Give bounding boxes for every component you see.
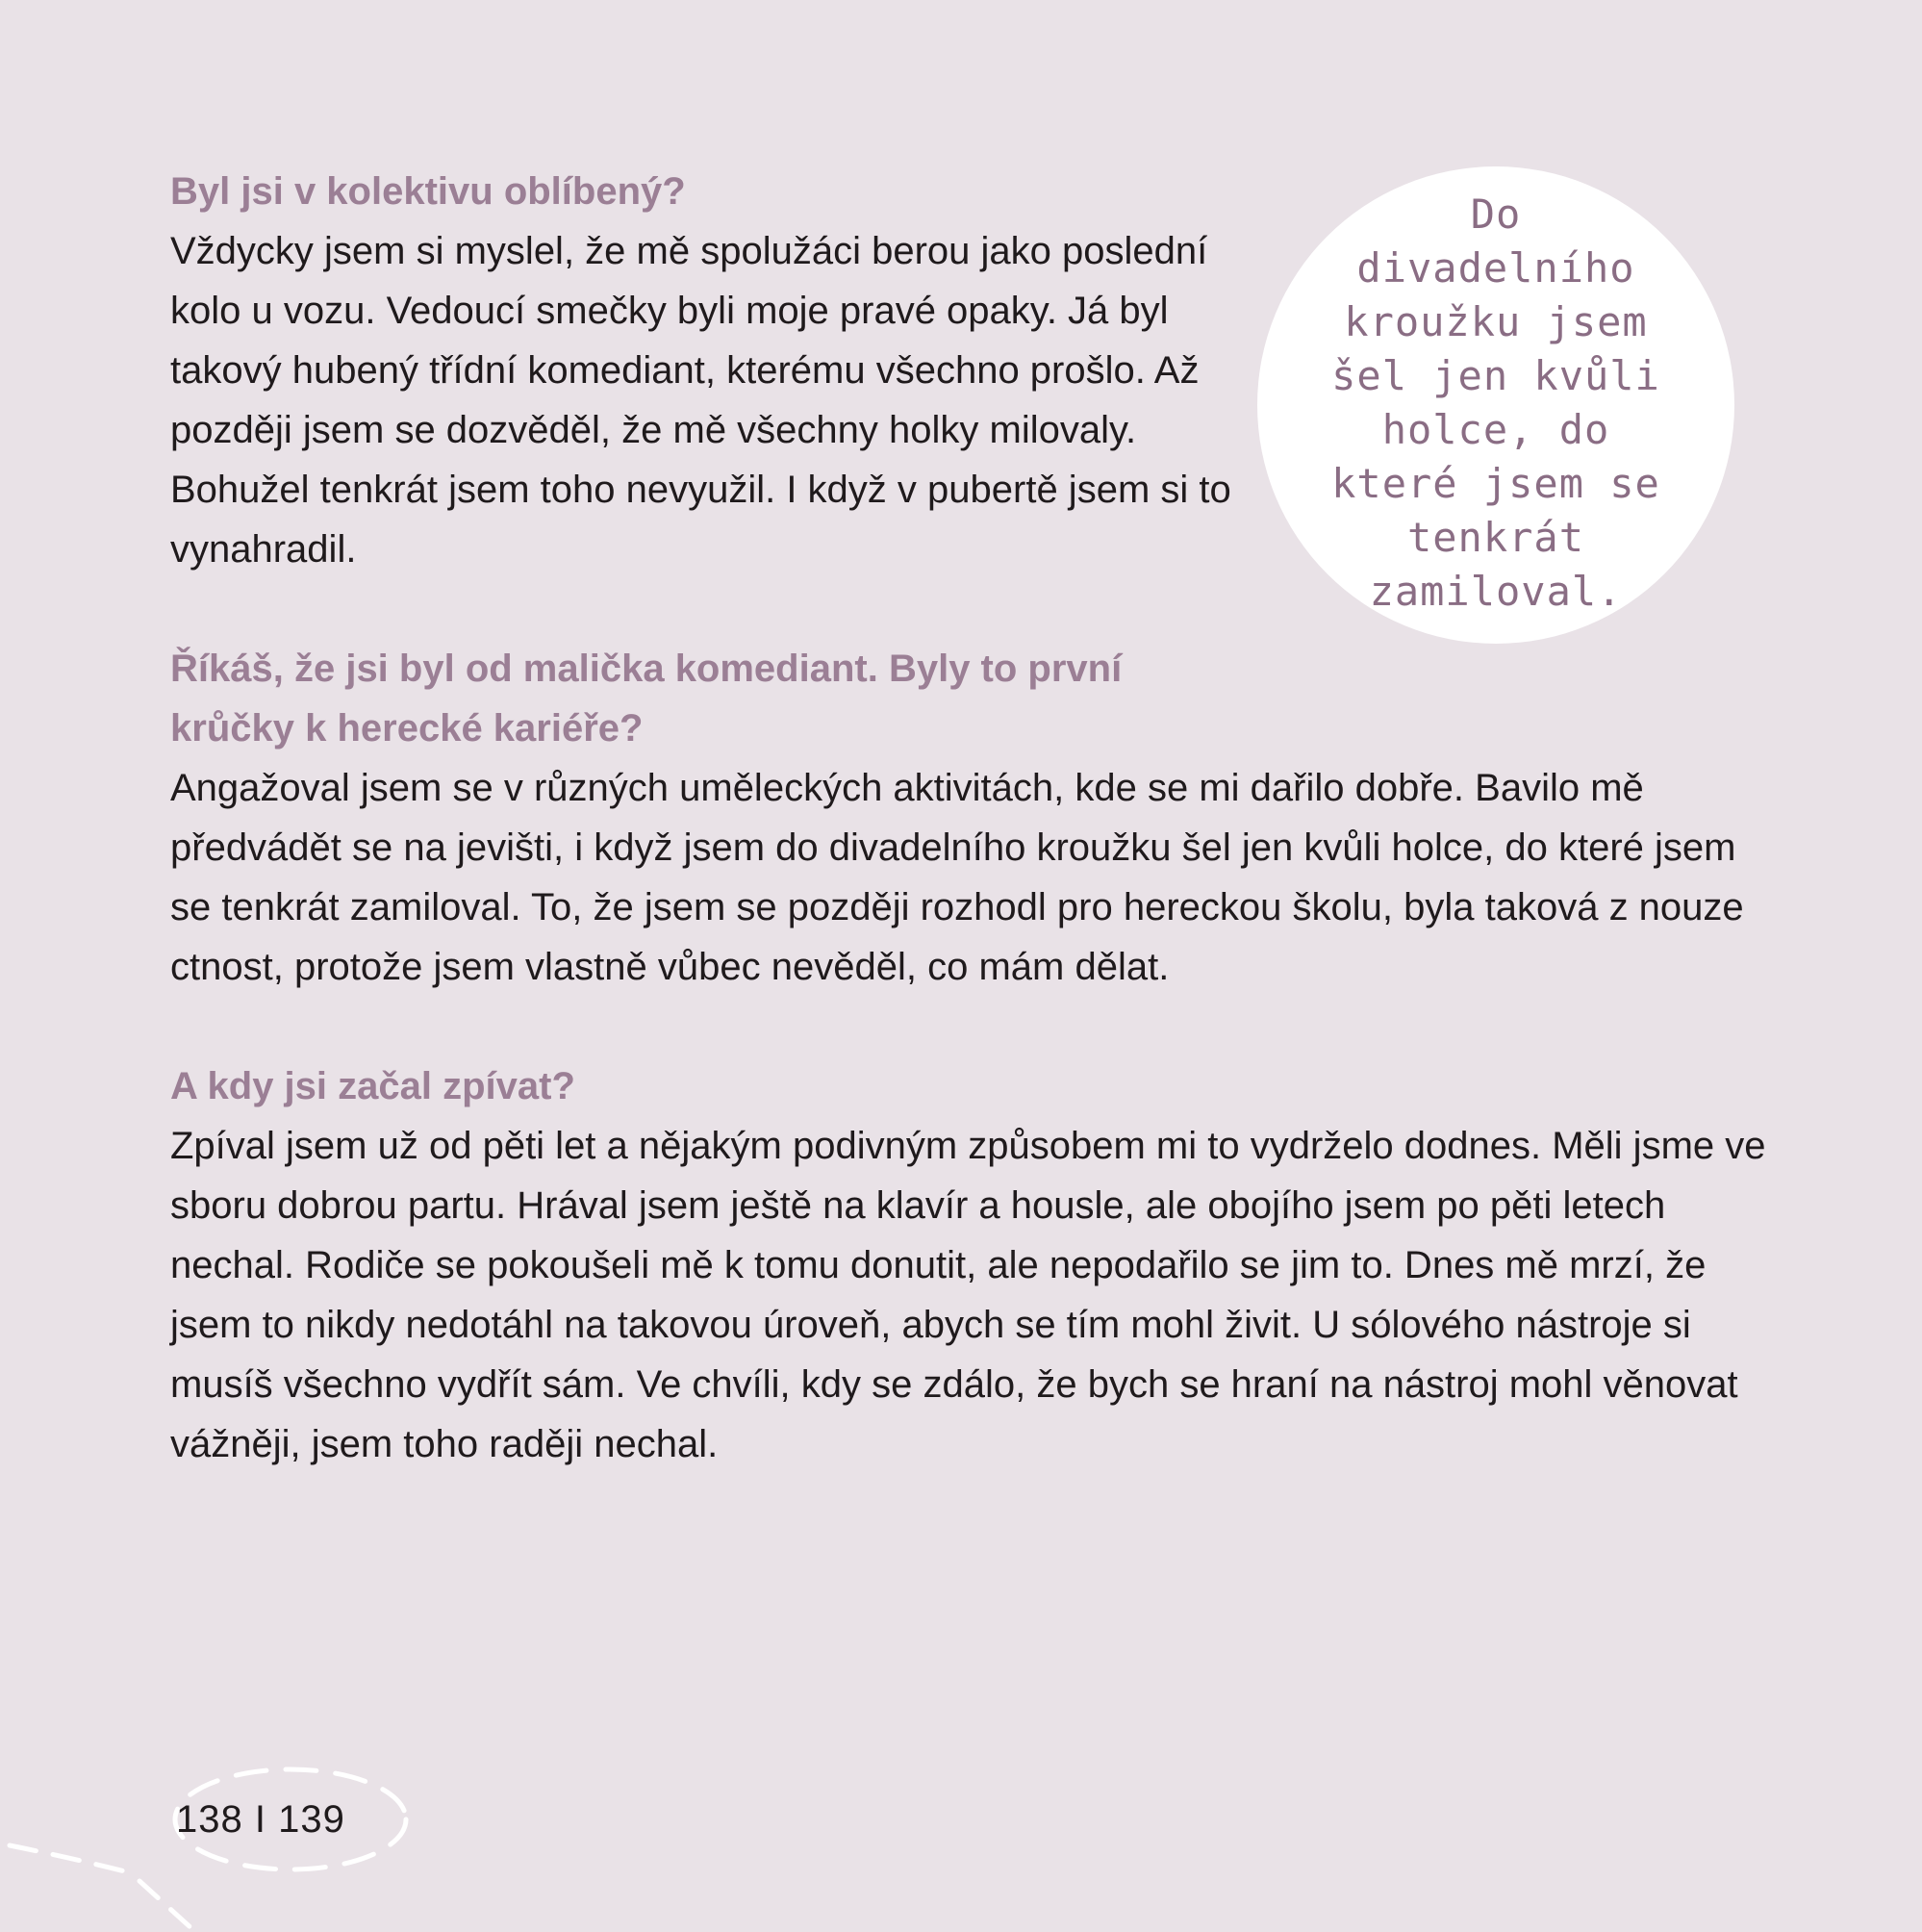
pull-quote-text: Do divadelního kroužku jsem šel jen kvůli holce, do které jsem se tenkrát zamiloval. xyxy=(1331,191,1660,615)
question-heading: A kdy jsi začal zpívat? xyxy=(170,1065,575,1107)
answer-paragraph: Zpíval jsem už od pěti let a nějakým podivným způsobem mi to vydrželo dodnes. Měli jsme ve sboru dobrou partu. Hrával jsem ještě na klavír a housle, ale obojího jsem po pěti letech nechal. Rodiče se pokoušeli mě k tomu donutit, ale nepodařilo se jim to. Dnes mě mrzí, že jsem to nikdy nedotáhl na takovou úroveň, abych se tím mohl živit. U sólového nástroje si musíš všechno vydřít sám. Ve chvíli, kdy se zdálo, že bych se hraní na nástroj mohl věnovat vážněji, jsem toho raději nechal. xyxy=(170,1125,1766,1465)
answer-paragraph: Vždycky jsem si myslel, že mě spolužáci berou jako poslední kolo u vozu. Vedoucí smečky byli moje pravé opaky. Já byl takový hubený třídní komediant, kterému všechno prošlo. Až později jsem se dozvěděl, že mě všechny holky milovaly. Bohužel tenkrát jsem toho nevyužil. I když v pubertě jsem si to vynahradil. xyxy=(170,230,1231,571)
page-number: 138 I 139 xyxy=(176,1798,345,1841)
qa-section-3 xyxy=(170,1056,1767,1474)
pull-quote-bubble xyxy=(1257,166,1734,644)
question-heading: Říkáš, že jsi byl od malička komediant. Byly to první krůčky k herecké kariéře? xyxy=(170,648,1123,750)
question-heading: Byl jsi v kolektivu oblíbený? xyxy=(170,170,686,213)
qa-section-2 xyxy=(170,639,1767,997)
answer-paragraph: Angažoval jsem se v různých uměleckých aktivitách, kde se mi dařilo dobře. Bavilo mě předvádět se na jevišti, i když jsem do divadelního kroužku šel jen kvůli holce, do které jsem se tenkrát zamiloval. To, že jsem se později rozhodl pro hereckou školu, byla taková z nouze ctnost, protože jsem vlastně vůbec nevěděl, co mám dělat. xyxy=(170,767,1744,988)
